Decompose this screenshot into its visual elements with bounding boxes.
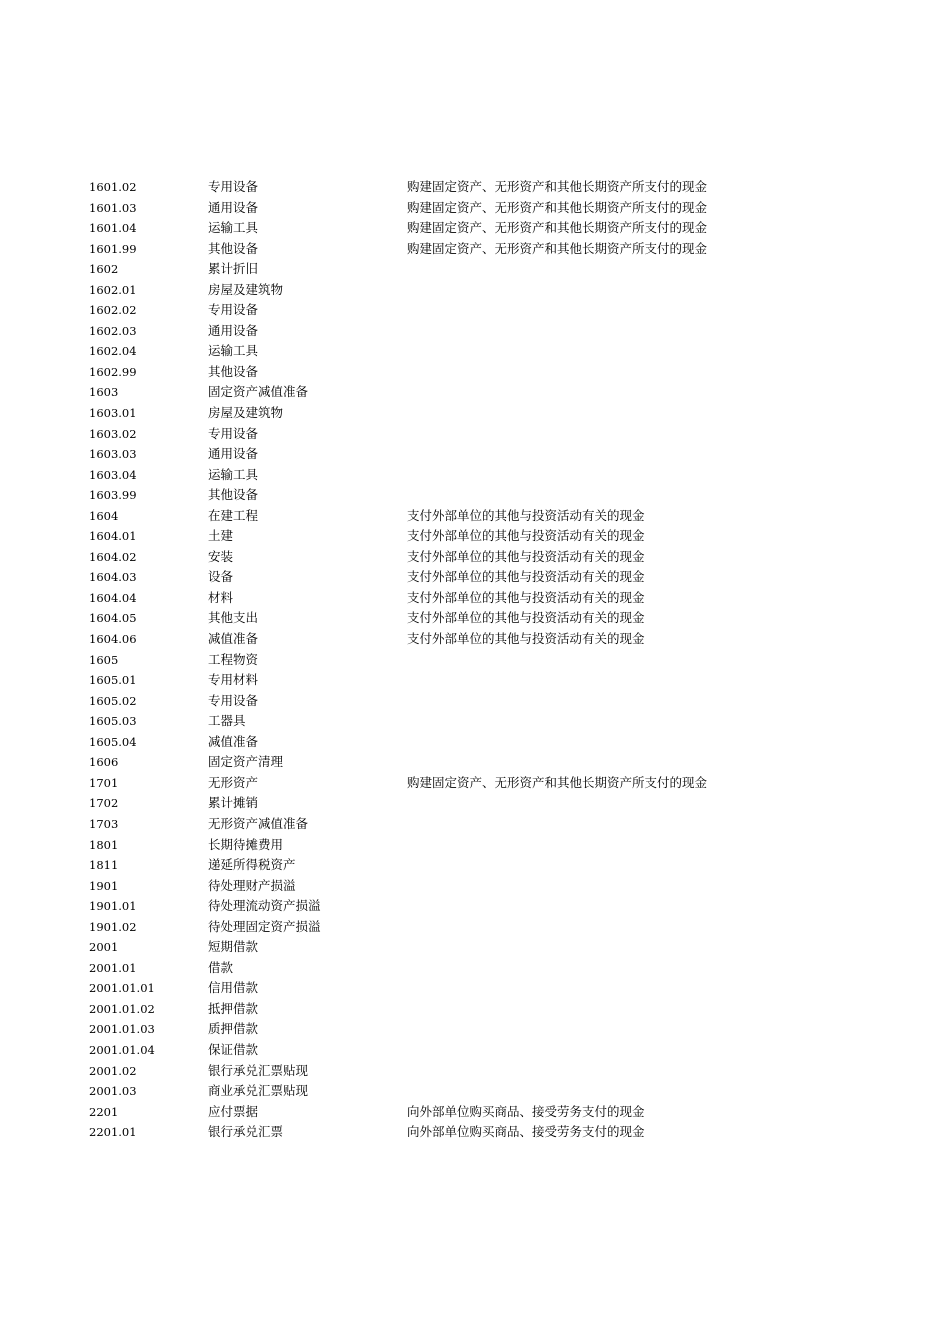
- account-name: 待处理财产损溢: [208, 877, 296, 893]
- account-code: 1701: [89, 775, 119, 790]
- cash-flow-item: 向外部单位购买商品、接受劳务支付的现金: [407, 1124, 645, 1140]
- account-code: 1801: [89, 837, 119, 852]
- account-code: 1602.99: [89, 364, 137, 379]
- table-row: [0, 650, 950, 671]
- table-row: [0, 896, 950, 917]
- account-name: 其他设备: [208, 240, 259, 256]
- account-name: 抵押借款: [208, 1000, 259, 1016]
- account-code: 2001: [89, 940, 119, 955]
- account-name: 安装: [208, 548, 234, 564]
- account-name: 其他设备: [208, 487, 259, 503]
- account-name: 累计折旧: [208, 261, 259, 277]
- table-row: [0, 999, 950, 1020]
- account-code: 1602.01: [89, 282, 137, 297]
- table-row: [0, 1122, 950, 1143]
- table-row: [0, 629, 950, 650]
- account-table: [0, 177, 950, 1143]
- account-code: 1605.04: [89, 734, 137, 749]
- account-name: 工器具: [208, 713, 246, 729]
- cash-flow-item: 支付外部单位的其他与投资活动有关的现金: [407, 507, 645, 523]
- account-name: 工程物资: [208, 651, 259, 667]
- table-row: [0, 218, 950, 239]
- table-row: [0, 321, 950, 342]
- account-name: 固定资产减值准备: [208, 384, 309, 400]
- account-name: 银行承兑汇票: [208, 1124, 284, 1140]
- table-row: [0, 835, 950, 856]
- cash-flow-item: 购建固定资产、无形资产和其他长期资产所支付的现金: [407, 179, 708, 194]
- account-name: 运输工具: [208, 466, 259, 482]
- account-code: 1606: [89, 755, 119, 770]
- table-row: [0, 465, 950, 486]
- table-row: [0, 608, 950, 629]
- account-code: 1601.03: [89, 200, 137, 215]
- account-name: 质押借款: [208, 1021, 259, 1037]
- account-name: 无形资产减值准备: [208, 815, 309, 831]
- cash-flow-item: 支付外部单位的其他与投资活动有关的现金: [407, 631, 645, 647]
- table-row: [0, 177, 950, 198]
- table-row: [0, 773, 950, 794]
- account-name: 其他支出: [208, 610, 259, 626]
- cash-flow-item: 购建固定资产、无形资产和其他长期资产所支付的现金: [407, 199, 708, 215]
- account-code: 1603.01: [89, 406, 137, 421]
- account-name: 借款: [208, 959, 234, 975]
- table-row: [0, 978, 950, 999]
- account-name: 短期借款: [208, 939, 259, 955]
- account-code: 1601.04: [89, 221, 137, 236]
- account-name: 设备: [208, 569, 234, 585]
- account-name: 减值准备: [208, 733, 259, 749]
- cash-flow-item: 支付外部单位的其他与投资活动有关的现金: [407, 610, 645, 626]
- account-code: 2001.01: [89, 960, 137, 975]
- account-name: 运输工具: [208, 220, 259, 236]
- table-row: [0, 711, 950, 732]
- table-row: [0, 239, 950, 260]
- account-name: 在建工程: [208, 507, 259, 523]
- account-name: 通用设备: [208, 446, 259, 462]
- cash-flow-item: 支付外部单位的其他与投资活动有关的现金: [407, 589, 645, 605]
- account-code: 1605.01: [89, 673, 137, 688]
- account-name: 专用设备: [208, 179, 259, 194]
- account-code: 1602.03: [89, 323, 137, 338]
- table-row: [0, 1081, 950, 1102]
- account-code: 1604: [89, 508, 119, 523]
- account-code: 1602.02: [89, 303, 137, 318]
- account-code: 1601.99: [89, 241, 137, 256]
- account-code: 1604.03: [89, 570, 137, 585]
- account-code: 1901.01: [89, 899, 137, 914]
- account-name: 商业承兑汇票贴现: [208, 1083, 309, 1099]
- account-name: 银行承兑汇票贴现: [208, 1062, 309, 1078]
- table-row: [0, 198, 950, 219]
- account-name: 应付票据: [208, 1103, 259, 1119]
- table-row: [0, 1019, 950, 1040]
- cash-flow-item: 购建固定资产、无形资产和其他长期资产所支付的现金: [407, 774, 708, 790]
- account-code: 2001.01.01: [89, 981, 155, 996]
- account-code: 1901.02: [89, 919, 137, 934]
- table-row: [0, 814, 950, 835]
- account-code: 1604.06: [89, 632, 137, 647]
- table-row: [0, 259, 950, 280]
- account-code: 1603.99: [89, 488, 137, 503]
- account-code: 1702: [89, 796, 119, 811]
- account-name: 信用借款: [208, 980, 259, 996]
- cash-flow-item: 购建固定资产、无形资产和其他长期资产所支付的现金: [407, 240, 708, 256]
- account-code: 1604.04: [89, 590, 137, 605]
- account-name: 房屋及建筑物: [208, 405, 284, 421]
- table-row: [0, 1061, 950, 1082]
- table-row: [0, 958, 950, 979]
- account-name: 材料: [208, 589, 234, 605]
- account-code: 1603.02: [89, 426, 137, 441]
- table-row: [0, 691, 950, 712]
- account-code: 2001.03: [89, 1084, 137, 1099]
- table-row: [0, 793, 950, 814]
- account-code: 1601.02: [89, 180, 137, 194]
- cash-flow-item: 支付外部单位的其他与投资活动有关的现金: [407, 528, 645, 544]
- account-code: 1604.05: [89, 611, 137, 626]
- account-code: 2201: [89, 1104, 119, 1119]
- account-code: 1604.01: [89, 529, 137, 544]
- account-name: 保证借款: [208, 1041, 259, 1057]
- table-row: [0, 280, 950, 301]
- table-row: [0, 300, 950, 321]
- table-row: [0, 444, 950, 465]
- account-code: 1703: [89, 816, 119, 831]
- account-name: 专用材料: [208, 672, 259, 688]
- account-code: 1603: [89, 385, 119, 400]
- account-code: 2001.02: [89, 1063, 137, 1078]
- table-row: [0, 917, 950, 938]
- table-row: [0, 1040, 950, 1061]
- table-row: [0, 567, 950, 588]
- cash-flow-item: 购建固定资产、无形资产和其他长期资产所支付的现金: [407, 220, 708, 236]
- table-row: [0, 485, 950, 506]
- table-row: [0, 670, 950, 691]
- account-code: 1605.03: [89, 714, 137, 729]
- account-code: 1604.02: [89, 549, 137, 564]
- account-code: 2001.01.02: [89, 1001, 155, 1016]
- cash-flow-item: 支付外部单位的其他与投资活动有关的现金: [407, 569, 645, 585]
- account-code: 2201.01: [89, 1125, 137, 1140]
- table-row: [0, 588, 950, 609]
- account-name: 无形资产: [208, 774, 259, 790]
- account-code: 1603.04: [89, 467, 137, 482]
- table-row: [0, 876, 950, 897]
- table-row: [0, 424, 950, 445]
- account-code: 1602: [89, 262, 119, 277]
- cash-flow-item: 向外部单位购买商品、接受劳务支付的现金: [407, 1103, 645, 1119]
- account-code: 1605: [89, 652, 119, 667]
- account-name: 通用设备: [208, 199, 259, 215]
- account-code: 1603.03: [89, 447, 137, 462]
- account-name: 通用设备: [208, 322, 259, 338]
- account-name: 专用设备: [208, 692, 259, 708]
- table-row: [0, 341, 950, 362]
- table-row: [0, 732, 950, 753]
- account-code: 2001.01.04: [89, 1042, 155, 1057]
- account-name: 减值准备: [208, 631, 259, 647]
- account-name: 固定资产清理: [208, 754, 284, 770]
- account-name: 待处理流动资产损溢: [208, 898, 321, 914]
- account-name: 房屋及建筑物: [208, 281, 284, 297]
- account-name: 专用设备: [208, 302, 259, 318]
- account-name: 累计摊销: [208, 795, 259, 811]
- account-name: 专用设备: [208, 425, 259, 441]
- account-code: 1602.04: [89, 344, 137, 359]
- table-row: [0, 403, 950, 424]
- table-row: [0, 752, 950, 773]
- table-row: [0, 362, 950, 383]
- account-name: 待处理固定资产损溢: [208, 918, 321, 934]
- table-row: [0, 506, 950, 527]
- account-name: 土建: [208, 528, 234, 544]
- account-name: 递延所得税资产: [208, 857, 296, 873]
- table-row: [0, 855, 950, 876]
- account-name: 其他设备: [208, 363, 259, 379]
- table-row: [0, 526, 950, 547]
- table-row: [0, 1102, 950, 1123]
- account-code: 1811: [89, 858, 119, 873]
- table-row: [0, 382, 950, 403]
- account-name: 长期待摊费用: [208, 836, 284, 852]
- account-code: 1901: [89, 878, 119, 893]
- cash-flow-item: 支付外部单位的其他与投资活动有关的现金: [407, 548, 645, 564]
- account-code: 2001.01.03: [89, 1022, 155, 1037]
- account-name: 运输工具: [208, 343, 259, 359]
- table-row: [0, 547, 950, 568]
- account-code: 1605.02: [89, 693, 137, 708]
- table-row: [0, 937, 950, 958]
